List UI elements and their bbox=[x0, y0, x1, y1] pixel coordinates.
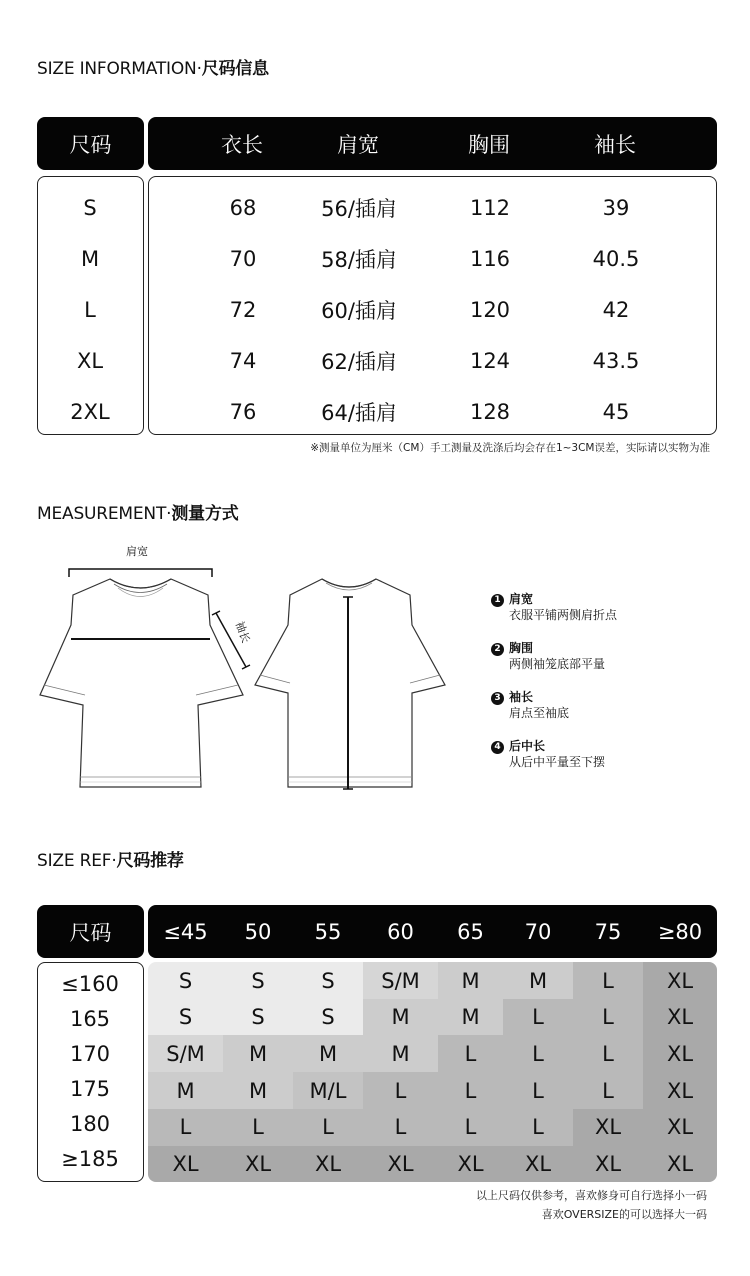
size-column-header: 肩宽 bbox=[337, 132, 379, 157]
size-table-values bbox=[148, 176, 717, 435]
size-value: 116 bbox=[469, 246, 511, 271]
size-ref-cell: XL bbox=[643, 1146, 717, 1183]
size-value: 43.5 bbox=[592, 348, 640, 373]
size-value: 120 bbox=[469, 297, 511, 322]
size-ref-cell: L bbox=[573, 999, 643, 1036]
size-ref-cell: M/L bbox=[293, 1072, 363, 1109]
size-label: 2XL bbox=[70, 399, 110, 424]
weight-header: 50 bbox=[244, 919, 272, 944]
size-column-header: 衣长 bbox=[221, 132, 263, 157]
height-label: 180 bbox=[69, 1111, 111, 1136]
size-ref-cell: L bbox=[438, 1109, 503, 1146]
size-value: 72 bbox=[229, 297, 257, 322]
size-value: 128 bbox=[469, 399, 511, 424]
size-value: 62/插肩 bbox=[321, 349, 397, 374]
size-ref-cell: XL bbox=[643, 1072, 717, 1109]
legend-number-icon: 1 bbox=[491, 594, 504, 607]
legend-item bbox=[491, 738, 605, 770]
size-ref-cell: S bbox=[293, 999, 363, 1036]
size-info-note: ※测量单位为厘米（CM）手工测量及洗涤后均会存在1~3CM误差，实际请以实物为准 bbox=[310, 442, 710, 454]
size-ref-cell: M bbox=[363, 1035, 438, 1072]
ref-table-row-header bbox=[37, 905, 144, 958]
size-value: 56/插肩 bbox=[321, 196, 397, 221]
weight-header: 70 bbox=[524, 919, 552, 944]
size-ref-cell: M bbox=[503, 962, 573, 999]
size-ref-cell: L bbox=[363, 1109, 438, 1146]
size-ref-cell: L bbox=[573, 1035, 643, 1072]
weight-header: 65 bbox=[457, 919, 484, 944]
legend-name: 肩宽 bbox=[509, 592, 534, 606]
size-label: XL bbox=[76, 348, 104, 373]
size-ref-cell: S bbox=[223, 999, 293, 1036]
size-ref-cell: XL bbox=[573, 1109, 643, 1146]
size-ref-cell: XL bbox=[643, 999, 717, 1036]
size-ref-title bbox=[37, 846, 184, 871]
size-value: 39 bbox=[602, 195, 630, 220]
size-value: 45 bbox=[602, 399, 630, 424]
weight-header: 55 bbox=[314, 919, 342, 944]
legend-item bbox=[491, 591, 617, 623]
legend-item bbox=[491, 640, 605, 672]
weight-header: 75 bbox=[594, 919, 622, 944]
ref-table-weight-header bbox=[148, 905, 717, 958]
size-ref-cell: L bbox=[573, 962, 643, 999]
size-ref-cell: S bbox=[148, 999, 223, 1036]
size-table-size-column bbox=[37, 176, 144, 435]
size-ref-title-zh: 尺码推荐 bbox=[116, 851, 184, 871]
size-ref-cell: XL bbox=[643, 1109, 717, 1146]
measurement-title-en: MEASUREMENT· bbox=[37, 504, 172, 524]
size-ref-cell: S/M bbox=[363, 962, 438, 999]
size-ref-cell: L bbox=[363, 1072, 438, 1109]
size-value: 58/插肩 bbox=[321, 247, 397, 272]
weight-header: ≥80 bbox=[657, 919, 703, 944]
size-ref-cell: M bbox=[293, 1035, 363, 1072]
size-ref-cell: L bbox=[438, 1072, 503, 1109]
measurement-label-sleeve: 袖长 bbox=[232, 619, 253, 645]
measurement-label-shoulder: 肩宽 bbox=[126, 545, 148, 558]
height-label: ≥185 bbox=[61, 1146, 119, 1171]
size-value: 74 bbox=[229, 348, 257, 373]
ref-table-height-column bbox=[37, 962, 144, 1182]
legend-name: 胸围 bbox=[509, 641, 534, 655]
legend-name: 后中长 bbox=[509, 739, 546, 753]
size-ref-cell: XL bbox=[503, 1146, 573, 1183]
weight-header: ≤45 bbox=[163, 919, 208, 944]
size-label: M bbox=[80, 246, 100, 271]
size-ref-cell: L bbox=[503, 1035, 573, 1072]
size-ref-cell: S bbox=[148, 962, 223, 999]
size-ref-cell: L bbox=[293, 1109, 363, 1146]
size-value: 40.5 bbox=[592, 246, 640, 271]
size-ref-cell: L bbox=[573, 1072, 643, 1109]
size-value: 64/插肩 bbox=[321, 400, 397, 425]
size-label: S bbox=[83, 195, 97, 220]
size-ref-note-line: 以上尺码仅供参考，喜欢修身可自行选择小一码 bbox=[476, 1189, 707, 1202]
size-ref-cell: S/M bbox=[148, 1035, 223, 1072]
size-ref-cell: XL bbox=[293, 1146, 363, 1183]
size-ref-cell: L bbox=[503, 999, 573, 1036]
size-header-label: 尺码 bbox=[69, 132, 112, 157]
size-ref-cell: XL bbox=[148, 1146, 223, 1183]
ref-header-label: 尺码 bbox=[69, 920, 112, 945]
size-ref-cell: S bbox=[223, 962, 293, 999]
size-ref-cell: XL bbox=[573, 1146, 643, 1183]
tshirt-front-illustration bbox=[38, 555, 253, 800]
size-ref-cell: L bbox=[438, 1035, 503, 1072]
tshirt-back-illustration bbox=[252, 575, 452, 800]
height-label: 175 bbox=[69, 1076, 111, 1101]
size-ref-cell: XL bbox=[438, 1146, 503, 1183]
legend-desc: 衣服平铺两侧肩折点 bbox=[509, 608, 618, 622]
size-value: 60/插肩 bbox=[321, 298, 397, 323]
size-ref-note-line: 喜欢OVERSIZE的可以选择大一码 bbox=[541, 1208, 707, 1221]
size-ref-cell: L bbox=[503, 1072, 573, 1109]
size-ref-cell: M bbox=[438, 999, 503, 1036]
legend-number-icon: 4 bbox=[491, 741, 504, 754]
size-ref-cell: M bbox=[223, 1035, 293, 1072]
size-label: L bbox=[84, 297, 96, 322]
size-ref-cell: M bbox=[223, 1072, 293, 1109]
size-ref-cell: S bbox=[293, 962, 363, 999]
size-value: 124 bbox=[469, 348, 511, 373]
legend-desc: 两侧袖笼底部平量 bbox=[509, 657, 606, 671]
height-label: 170 bbox=[69, 1041, 111, 1066]
size-table-row-header bbox=[37, 117, 144, 170]
size-value: 70 bbox=[229, 246, 257, 271]
size-ref-cell: XL bbox=[643, 1035, 717, 1072]
size-ref-cell: XL bbox=[363, 1146, 438, 1183]
size-value: 68 bbox=[229, 195, 257, 220]
size-value: 112 bbox=[469, 195, 511, 220]
legend-desc: 肩点至袖底 bbox=[509, 706, 570, 720]
ref-table-grid bbox=[148, 962, 717, 1182]
legend-item bbox=[491, 689, 569, 721]
size-ref-cell: M bbox=[148, 1072, 223, 1109]
size-ref-cell: L bbox=[148, 1109, 223, 1146]
size-column-header: 袖长 bbox=[594, 132, 636, 157]
size-ref-cell: XL bbox=[643, 962, 717, 999]
size-info-title bbox=[37, 54, 269, 79]
size-ref-cell: L bbox=[223, 1109, 293, 1146]
size-ref-cell: M bbox=[438, 962, 503, 999]
size-ref-cell: XL bbox=[223, 1146, 293, 1183]
height-label: 165 bbox=[69, 1006, 111, 1031]
size-ref-cell: M bbox=[363, 999, 438, 1036]
size-value: 76 bbox=[229, 399, 257, 424]
size-table-column-header bbox=[148, 117, 717, 170]
size-info-title-en: SIZE INFORMATION· bbox=[37, 59, 202, 79]
legend-desc: 从后中平量至下摆 bbox=[509, 755, 606, 769]
measurement-title bbox=[37, 499, 239, 524]
legend-number-icon: 3 bbox=[491, 692, 504, 705]
weight-header: 60 bbox=[387, 919, 414, 944]
height-label: ≤160 bbox=[61, 971, 119, 996]
size-ref-cell: L bbox=[503, 1109, 573, 1146]
size-column-header: 胸围 bbox=[468, 132, 510, 157]
size-ref-title-en: SIZE REF· bbox=[37, 851, 117, 871]
measurement-title-zh: 测量方式 bbox=[171, 504, 239, 524]
legend-name: 袖长 bbox=[509, 690, 534, 704]
legend-number-icon: 2 bbox=[491, 643, 504, 656]
size-info-title-zh: 尺码信息 bbox=[201, 59, 269, 79]
size-value: 42 bbox=[602, 297, 630, 322]
